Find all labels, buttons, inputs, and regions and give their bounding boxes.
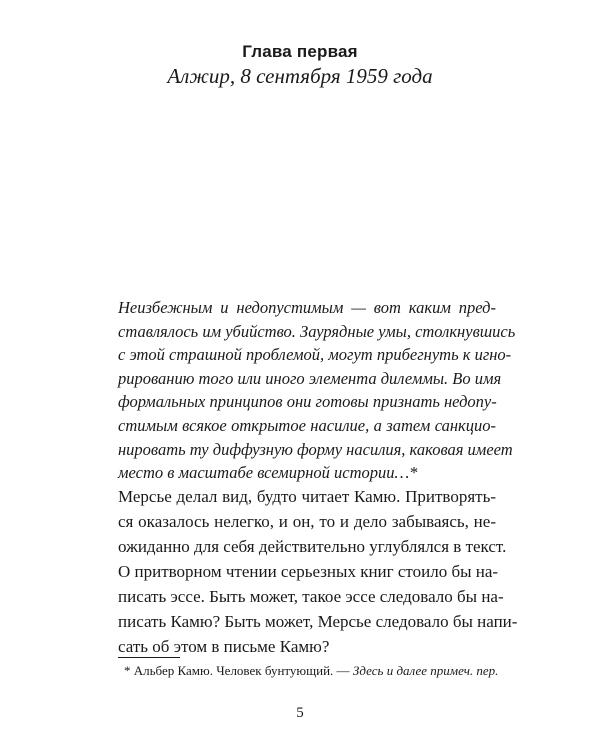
footnote-note: Здесь и далее примеч. пер. [352, 663, 499, 678]
body-line: писать Камю? Быть может, Мерсье следовало бы напи- [118, 612, 518, 631]
epigraph-line: рированию того или иного элемента дилеммы. Во имя [118, 368, 502, 388]
footnote-citation: Альбер Камю. Человек бунтующий. — [133, 663, 350, 678]
epigraph-line: Неизбежным и недопустимым — вот каким пред- [118, 298, 496, 317]
body-line: Мерсье делал вид, будто читает Камю. Притворять- [118, 487, 496, 506]
epigraph-line: формальных принципов они готовы признать недопу- [118, 392, 497, 412]
chapter-subtitle: Алжир, 8 сентября 1959 года [167, 64, 433, 88]
body-line: ожиданно для себя действительно углублялся в текст. [118, 537, 507, 556]
epigraph-line: место в масштабе всемирной истории…* [118, 463, 418, 483]
body-line: О притворном чтении серьезных книг стоило бы на- [118, 562, 499, 581]
epigraph-line: нировать ту диффузную форму насилия, каковая имеет [118, 439, 513, 459]
body-paragraph [118, 484, 518, 659]
body-line: сать об этом в письме Камю? [118, 637, 330, 656]
epigraph-line: с этой страшной проблемой, могут прибегнуть к игно- [118, 345, 512, 365]
footnote-divider [118, 657, 180, 658]
page-number: 5 [296, 705, 304, 721]
body-line: писать эссе. Быть может, такое эссе следовало бы на- [118, 587, 504, 606]
chapter-title: Глава первая [242, 42, 358, 61]
epigraph-line: ставлялось им убийство. Заурядные умы, столкнувшись [118, 321, 516, 341]
footnote [124, 662, 499, 680]
epigraph [118, 296, 516, 485]
body-line: ся оказалось нелегко, и он, то и дело забываясь, не- [118, 512, 496, 531]
epigraph-line: стимым всякое открытое насилие, а затем санкцио- [118, 415, 496, 435]
footnote-marker: * [124, 663, 131, 678]
